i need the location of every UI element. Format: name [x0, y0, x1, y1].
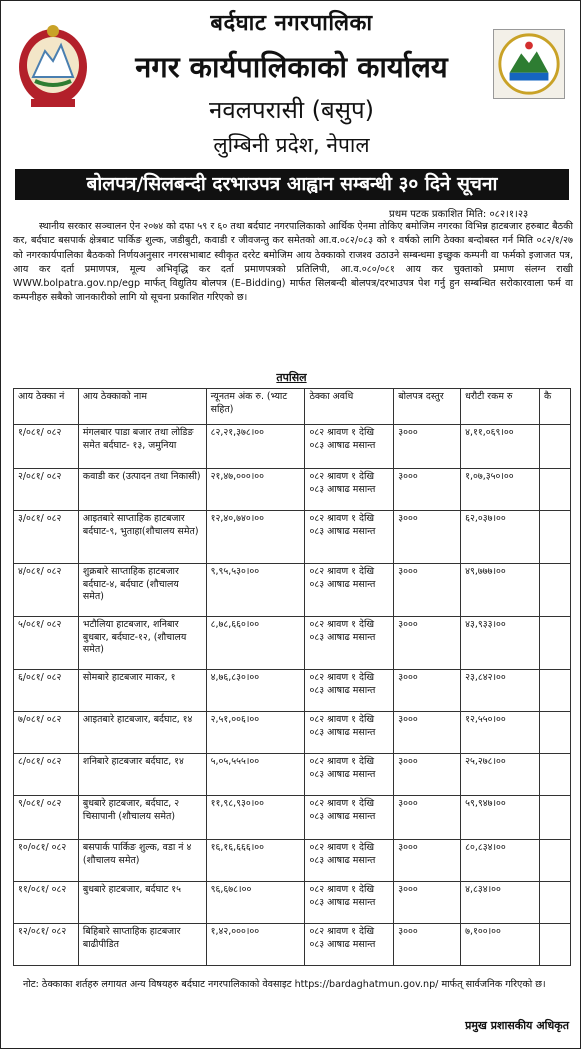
cell-bid-fee: ३०००: [394, 754, 461, 796]
table-row: [14, 617, 571, 670]
cell-remarks: [540, 796, 571, 840]
cell-bid-fee: ३०००: [394, 425, 461, 469]
cell-contract-period: ०८२ श्रावण १ देखि ०८३ आषाढ मसान्त: [305, 670, 394, 712]
table-row: [14, 469, 571, 511]
cell-contract-no: ६/०८१/ ०८२: [14, 670, 79, 712]
cell-bid-fee: ३०००: [394, 924, 461, 966]
cell-contract-no: ४/०८१/ ०८२: [14, 564, 79, 617]
cell-bid-fee: ३०००: [394, 511, 461, 564]
header-deposit: धरौटी रकम रु: [461, 389, 540, 425]
cell-contract-name: बुधबारे हाटबजार, बर्दघाट १५: [78, 882, 206, 924]
cell-deposit-amount: १२,५५०।००: [461, 712, 540, 754]
cell-contract-period: ०८२ श्रावण १ देखि ०८३ आषाढ मसान्त: [305, 617, 394, 670]
cell-bid-fee: ३०००: [394, 617, 461, 670]
table-row: [14, 712, 571, 754]
cell-bid-fee: ३०००: [394, 882, 461, 924]
cell-contract-period: ०८२ श्रावण १ देखि ०८३ आषाढ मसान्त: [305, 469, 394, 511]
schedule-body: [14, 425, 571, 966]
cell-contract-no: १०/०८१/ ०८२: [14, 840, 79, 882]
cell-remarks: [540, 882, 571, 924]
cell-deposit-amount: ६२,०३७।००: [461, 511, 540, 564]
body-paragraph: स्थानीय सरकार सञ्चालन ऐन २०७४ को दफा ५९ र ६० तथा बर्दघाट नगरपालिकाको आर्थिक ऐनमा तोकिए बमोजिम नगरका विभिन्न हाटबजार हरुबाट बैठकी कर, बर्दघाट बसपार्क क्षेत्रबाट पार्किङ शुल्क, जडीबुटी, कवाडी र जीवजन्तु कर समेतको आ.व.०८२/०८३ को १ वर्षको लागि ठेक्का बन्दोबस्त गर्न मिति ०८२/१/२७ को नगरकार्यपालिका बैठकको निर्णयअनुसार नगरसभाबाट स्वीकृत दररेट बमोजिम आय ठेक्काको राजश्व उठाउने सम्बन्धमा इच्छुक कम्पनी वा फर्मको इजाजत पत्र, आय कर दर्ता प्रमाणपत्र, मूल्य अभिवृद्धि कर दर्ता प्रमाणपत्रको प्रतिलिपी, आ.व.०८०/०८१ आय कर चुक्ताको प्रमाण संलग्न राखी WWW.bolpatra.gov.np/egp मार्फत् विद्युतिय बोलपत्र (E–Bidding) मार्फत सिलबन्दी बोलपत्र/दरभाउपत्र पेश गर्नु हुन सम्बन्धित सरोकारवाला फर्म वा कम्पनीहरु सबैको जानकारीको लागि यो सूचना प्रकाशित गरिएको छ।: [13, 221, 573, 304]
cell-contract-period: ०८२ श्रावण १ देखि ०८३ आषाढ मसान्त: [305, 924, 394, 966]
table-row: [14, 670, 571, 712]
province-name: लुम्बिनी प्रदेश, नेपाल: [213, 133, 370, 157]
contract-schedule-table: [13, 388, 571, 966]
cell-contract-name: शनिबारे हाटबजार बर्दघाट, १४: [78, 754, 206, 796]
cell-contract-no: ८/०८१/ ०८२: [14, 754, 79, 796]
cell-deposit-amount: २३,८४२।००: [461, 670, 540, 712]
cell-deposit-amount: २५,२७८।००: [461, 754, 540, 796]
cell-contract-period: ०८२ श्रावण १ देखि ०८३ आषाढ मसान्त: [305, 712, 394, 754]
cell-contract-period: ०८२ श्रावण १ देखि ०८३ आषाढ मसान्त: [305, 511, 394, 564]
table-row: [14, 754, 571, 796]
cell-deposit-amount: ४,११,०६९।००: [461, 425, 540, 469]
cell-contract-name: मंगलबार पाडा बजार तथा लोडिङ समेत बर्दघाट- १३, जमुनिया: [78, 425, 206, 469]
table-row: [14, 924, 571, 966]
cell-remarks: [540, 564, 571, 617]
cell-contract-period: ०८२ श्रावण १ देखि ०८३ आषाढ मसान्त: [305, 882, 394, 924]
cell-contract-no: ११/०८१/ ०८२: [14, 882, 79, 924]
cell-deposit-amount: ४३,९३३।००: [461, 617, 540, 670]
cell-deposit-amount: ५९,९४७।००: [461, 796, 540, 840]
publication-date: प्रथम पटक प्रकाशित मिति: ०८२।१।२३: [389, 209, 529, 220]
cell-minimum-amount: १६,१६,६६६।००: [206, 840, 305, 882]
cell-bid-fee: ३०००: [394, 670, 461, 712]
cell-contract-name: कवाडी कर (उत्पादन तथा निकासी): [78, 469, 206, 511]
bardaghat-municipality-logo: [493, 29, 565, 99]
cell-contract-period: ०८२ श्रावण १ देखि ०८३ आषाढ मसान्त: [305, 840, 394, 882]
cell-deposit-amount: १,०७,३५०।००: [461, 469, 540, 511]
cell-deposit-amount: ४,८३४।००: [461, 882, 540, 924]
cell-contract-name: आइतबारे साप्ताहिक हाटबजार बर्दघाट-९, भुताहा(शौचालय समेत): [78, 511, 206, 564]
cell-deposit-amount: ४९,७७७।००: [461, 564, 540, 617]
municipality-name: बर्दघाट नगरपालिका: [210, 11, 373, 36]
header-remarks: कै: [540, 389, 571, 425]
cell-bid-fee: ३०००: [394, 796, 461, 840]
cell-minimum-amount: १,४२,०००।००: [206, 924, 305, 966]
cell-contract-period: ०८२ श्रावण १ देखि ०८३ आषाढ मसान्त: [305, 564, 394, 617]
cell-remarks: [540, 425, 571, 469]
footer-note: नोट: ठेक्काका शर्तहरु लगायत अन्य विषयहरु बर्दघाट नगरपालिकाको वेवसाइट https://bardaghatmun.gov.np/ मार्फत् सार्वजनिक गरिएको छ।: [23, 979, 546, 990]
cell-contract-name: भटौलिया हाटबजार, शनिबार बुधबार, बर्दघाट-१२, (शौचालय समेत): [78, 617, 206, 670]
office-name: नगर कार्यपालिकाको कार्यालय: [135, 50, 448, 84]
cell-contract-no: ९/०८१/ ०८२: [14, 796, 79, 840]
cell-minimum-amount: १२,४०,७४०।००: [206, 511, 305, 564]
cell-minimum-amount: ४,७६,८३०।००: [206, 670, 305, 712]
cell-minimum-amount: ११,९८,९३०।००: [206, 796, 305, 840]
cell-bid-fee: ३०००: [394, 469, 461, 511]
signatory-title: प्रमुख प्रशासकीय अधिकृत: [465, 1019, 569, 1032]
cell-bid-fee: ३०००: [394, 564, 461, 617]
cell-deposit-amount: ७,१००।००: [461, 924, 540, 966]
notice-header: [1, 1, 581, 169]
cell-remarks: [540, 469, 571, 511]
cell-minimum-amount: ९६,६७८।००: [206, 882, 305, 924]
district-name: नवलपरासी (बसुप): [209, 96, 374, 124]
cell-contract-period: ०८२ श्रावण १ देखि ०८३ आषाढ मसान्त: [305, 425, 394, 469]
table-row: [14, 425, 571, 469]
cell-contract-name: बसपार्क पार्किङ शुल्क, वडा नं ४ (शौचालय समेत): [78, 840, 206, 882]
cell-deposit-amount: ८०,८३४।००: [461, 840, 540, 882]
cell-minimum-amount: ८,७८,६६०।००: [206, 617, 305, 670]
cell-remarks: [540, 924, 571, 966]
cell-remarks: [540, 670, 571, 712]
cell-contract-name: शुक्रबारे साप्ताहिक हाटबजार बर्दघाट-४, बर्दघाट (शौचालय समेत): [78, 564, 206, 617]
header-bid-fee: बोलपत्र दस्तुर: [394, 389, 461, 425]
header-contract-no: आय ठेक्का नं: [14, 389, 79, 425]
cell-contract-no: ३/०८१/ ०८२: [14, 511, 79, 564]
table-row: [14, 882, 571, 924]
cell-contract-name: बुधबारे हाटबजार, बर्दघाट, २ चिसापानी (शौचालय समेत): [78, 796, 206, 840]
cell-remarks: [540, 511, 571, 564]
cell-minimum-amount: २१,४७,०००।००: [206, 469, 305, 511]
header-contract-period: ठेक्का अवधि: [305, 389, 394, 425]
cell-bid-fee: ३०००: [394, 712, 461, 754]
cell-contract-name: बिहिबारे साप्ताहिक हाटबजार बाढीपीडित: [78, 924, 206, 966]
notice-body: [13, 220, 573, 306]
notice-title-banner: बोलपत्र/सिलबन्दी दरभाउपत्र आह्वान सम्बन्धी ३० दिने सूचना: [15, 169, 569, 200]
cell-contract-name: सोमबारे हाटबजार माकर, १: [78, 670, 206, 712]
cell-contract-name: आइतबारे हाटबजार, बर्दघाट, १४: [78, 712, 206, 754]
cell-remarks: [540, 754, 571, 796]
cell-minimum-amount: २,५१,००६।००: [206, 712, 305, 754]
table-row: [14, 511, 571, 564]
cell-contract-period: ०८२ श्रावण १ देखि ०८३ आषाढ मसान्त: [305, 796, 394, 840]
table-row: [14, 564, 571, 617]
header-contract-name: आय ठेक्काको नाम: [78, 389, 206, 425]
table-row: [14, 840, 571, 882]
cell-contract-period: ०८२ श्रावण १ देखि ०८३ आषाढ मसान्त: [305, 754, 394, 796]
table-row: [14, 796, 571, 840]
cell-contract-no: २/०८१/ ०८२: [14, 469, 79, 511]
header-minimum-amount: न्यूनतम अंक रु. (भ्याट सहित): [206, 389, 305, 425]
cell-minimum-amount: ५,०५,५५५।००: [206, 754, 305, 796]
cell-contract-no: १/०८१/ ०८२: [14, 425, 79, 469]
cell-contract-no: ५/०८१/ ०८२: [14, 617, 79, 670]
cell-contract-no: १२/०८१/ ०८२: [14, 924, 79, 966]
cell-bid-fee: ३०००: [394, 840, 461, 882]
cell-minimum-amount: ८२,२१,३७८।००: [206, 425, 305, 469]
annex-title: तपसिल: [276, 371, 307, 384]
cell-remarks: [540, 712, 571, 754]
cell-minimum-amount: ९,९५,५३०।००: [206, 564, 305, 617]
cell-contract-no: ७/०८१/ ०८२: [14, 712, 79, 754]
cell-remarks: [540, 840, 571, 882]
cell-remarks: [540, 617, 571, 670]
